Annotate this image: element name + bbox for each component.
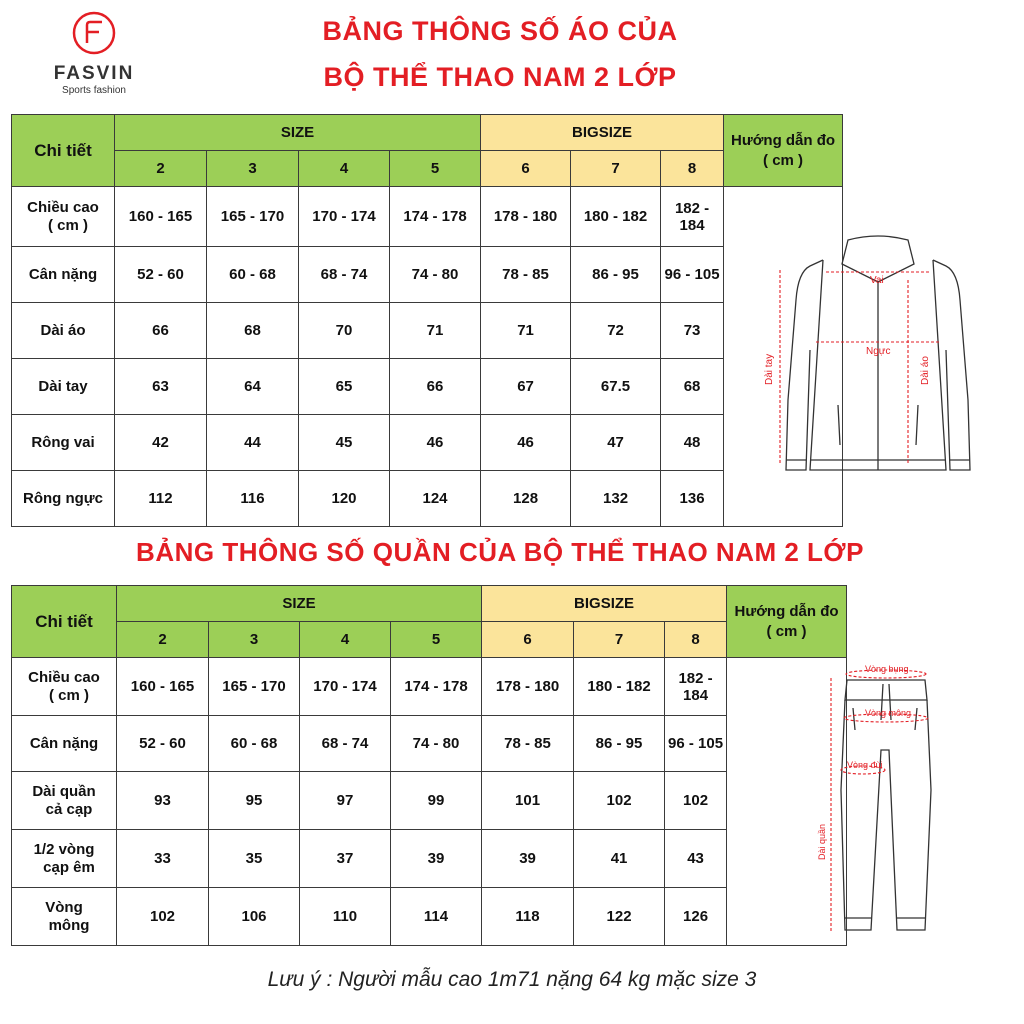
brand-tagline: Sports fashion [62,85,126,96]
shirt-value-cell: 120 [299,471,390,527]
pants-value-cell: 60 - 68 [209,716,300,772]
pants-detail-header: Chi tiết [12,586,117,658]
pants-guide-title: Hướng dẫn đo [734,603,839,620]
pants-value-cell: 126 [665,888,727,946]
pants-size-header: SIZE [117,586,482,622]
pants-row-label: Vòng mông [12,888,117,946]
pants-value-cell: 68 - 74 [300,716,391,772]
shirt-value-cell: 128 [481,471,571,527]
pants-value-cell: 74 - 80 [391,716,482,772]
model-note: Lưu ý : Người mẫu cao 1m71 nặng 64 kg mặc size 3 [267,968,757,991]
shirt-value-cell: 78 - 85 [481,247,571,303]
pants-bigsize-header: BIGSIZE [482,586,727,622]
pants-value-cell: 114 [391,888,482,946]
shirt-row [12,415,843,471]
shirt-value-cell: 178 - 180 [481,187,571,247]
brand-logo [44,10,144,96]
pants-value-cell: 37 [300,830,391,888]
pants-size-6: 6 [482,622,574,658]
shirt-value-cell: 132 [571,471,661,527]
shirt-value-cell: 47 [571,415,661,471]
pants-row [12,658,847,716]
pants-guide-unit: ( cm ) [766,622,807,640]
shirt-row-label: Rông ngực [12,471,115,527]
shirt-title-line2: BỘ THỂ THAO NAM 2 LỚP [323,62,677,92]
guide-unit: ( cm ) [763,151,804,169]
pants-row-label: Cân nặng [12,716,117,772]
pants-value-cell: 182 - 184 [665,658,727,716]
shirt-value-cell: 72 [571,303,661,359]
shirt-value-cell: 60 - 68 [207,247,299,303]
pants-value-cell: 35 [209,830,300,888]
shirt-value-cell: 182 - 184 [661,187,724,247]
pants-value-cell: 93 [117,772,209,830]
pants-value-cell: 170 - 174 [300,658,391,716]
brand-name: FASVIN [53,63,135,84]
pants-size-8: 8 [665,622,727,658]
shirt-value-cell: 96 - 105 [661,247,724,303]
pants-value-cell: 99 [391,772,482,830]
shirt-value-cell: 180 - 182 [571,187,661,247]
pants-value-cell: 102 [574,772,665,830]
pants-thigh-label: Vòng đùi [847,760,883,770]
pants-value-cell: 96 - 105 [665,716,727,772]
pants-size-7: 7 [574,622,665,658]
pants-row [12,830,847,888]
size-8: 8 [661,151,724,187]
pants-diagram [805,660,955,950]
pants-guide-header [727,586,847,658]
jacket-sleeve-label: Dài tay [764,353,775,385]
shirt-value-cell: 52 - 60 [115,247,207,303]
shirt-row [12,247,843,303]
shirt-value-cell: 70 [299,303,390,359]
pants-value-cell: 39 [482,830,574,888]
shirt-value-cell: 68 [661,359,724,415]
pants-value-cell: 95 [209,772,300,830]
guide-title: Hướng dẫn đo [731,132,836,149]
shirt-size-table [11,114,843,527]
shirt-row-label: Dài tay [12,359,115,415]
fasvin-logo-icon [71,10,117,56]
shirt-row [12,187,843,247]
shirt-value-cell: 46 [481,415,571,471]
guide-header [724,115,843,187]
pants-row-label: Chiều cao ( cm ) [12,658,117,716]
shirt-value-cell: 174 - 178 [390,187,481,247]
shirt-value-cell: 68 - 74 [299,247,390,303]
shirt-value-cell: 46 [390,415,481,471]
pants-value-cell: 41 [574,830,665,888]
jacket-length-label: Dài áo [920,356,931,385]
shirt-value-cell: 116 [207,471,299,527]
shirt-title-line1: BẢNG THÔNG SỐ ÁO CỦA [322,16,678,46]
shirt-value-cell: 124 [390,471,481,527]
shirt-value-cell: 45 [299,415,390,471]
shirt-value-cell: 170 - 174 [299,187,390,247]
pants-value-cell: 178 - 180 [482,658,574,716]
pants-value-cell: 106 [209,888,300,946]
pants-title: BẢNG THÔNG SỐ QUẦN CỦA BỘ THỂ THAO NAM 2 LỚP [136,537,864,567]
shirt-value-cell: 42 [115,415,207,471]
shirt-value-cell: 67 [481,359,571,415]
size-4: 4 [299,151,390,187]
shirt-value-cell: 136 [661,471,724,527]
shirt-row [12,303,843,359]
shirt-row [12,471,843,527]
pants-value-cell: 78 - 85 [482,716,574,772]
shirt-value-cell: 73 [661,303,724,359]
pants-row [12,716,847,772]
pants-value-cell: 52 - 60 [117,716,209,772]
pants-value-cell: 160 - 165 [117,658,209,716]
shirt-value-cell: 160 - 165 [115,187,207,247]
shirt-row-label: Chiều cao ( cm ) [12,187,115,247]
shirt-value-cell: 165 - 170 [207,187,299,247]
pants-hip-label: Vòng mông [865,708,912,718]
pants-size-2: 2 [117,622,209,658]
pants-value-cell: 39 [391,830,482,888]
size-5: 5 [390,151,481,187]
size-6: 6 [481,151,571,187]
pants-waist-label: Vòng bụng [865,664,909,674]
size-header: SIZE [115,115,481,151]
shirt-row [12,359,843,415]
pants-size-table [11,585,847,946]
pants-value-cell: 97 [300,772,391,830]
pants-value-cell: 33 [117,830,209,888]
shirt-row-label: Dài áo [12,303,115,359]
pants-size-3: 3 [209,622,300,658]
shirt-value-cell: 66 [390,359,481,415]
pants-value-cell: 165 - 170 [209,658,300,716]
shirt-row-label: Cân nặng [12,247,115,303]
shirt-value-cell: 71 [481,303,571,359]
pants-value-cell: 180 - 182 [574,658,665,716]
size-3: 3 [207,151,299,187]
shirt-value-cell: 48 [661,415,724,471]
pants-value-cell: 86 - 95 [574,716,665,772]
pants-size-4: 4 [300,622,391,658]
shirt-value-cell: 65 [299,359,390,415]
pants-value-cell: 102 [665,772,727,830]
jacket-chest-label: Ngực [866,346,891,357]
shirt-value-cell: 71 [390,303,481,359]
size-7: 7 [571,151,661,187]
size-2: 2 [115,151,207,187]
shirt-value-cell: 74 - 80 [390,247,481,303]
pants-row [12,772,847,830]
pants-size-5: 5 [391,622,482,658]
shirt-row-label: Rông vai [12,415,115,471]
jacket-shoulder-label: Vai [870,275,884,286]
pants-value-cell: 43 [665,830,727,888]
shirt-value-cell: 64 [207,359,299,415]
pants-row-label: Dài quần cả cạp [12,772,117,830]
pants-value-cell: 118 [482,888,574,946]
pants-value-cell: 174 - 178 [391,658,482,716]
pants-value-cell: 110 [300,888,391,946]
shirt-value-cell: 68 [207,303,299,359]
shirt-value-cell: 66 [115,303,207,359]
pants-length-label: Dài quần [817,823,827,860]
pants-value-cell: 101 [482,772,574,830]
shirt-value-cell: 86 - 95 [571,247,661,303]
detail-header: Chi tiết [12,115,115,187]
pants-row [12,888,847,946]
pants-value-cell: 122 [574,888,665,946]
shirt-value-cell: 44 [207,415,299,471]
bigsize-header: BIGSIZE [481,115,724,151]
pants-row-label: 1/2 vòng cạp êm [12,830,117,888]
shirt-value-cell: 67.5 [571,359,661,415]
pants-value-cell: 102 [117,888,209,946]
shirt-value-cell: 63 [115,359,207,415]
shirt-value-cell: 112 [115,471,207,527]
jacket-diagram [758,220,998,500]
